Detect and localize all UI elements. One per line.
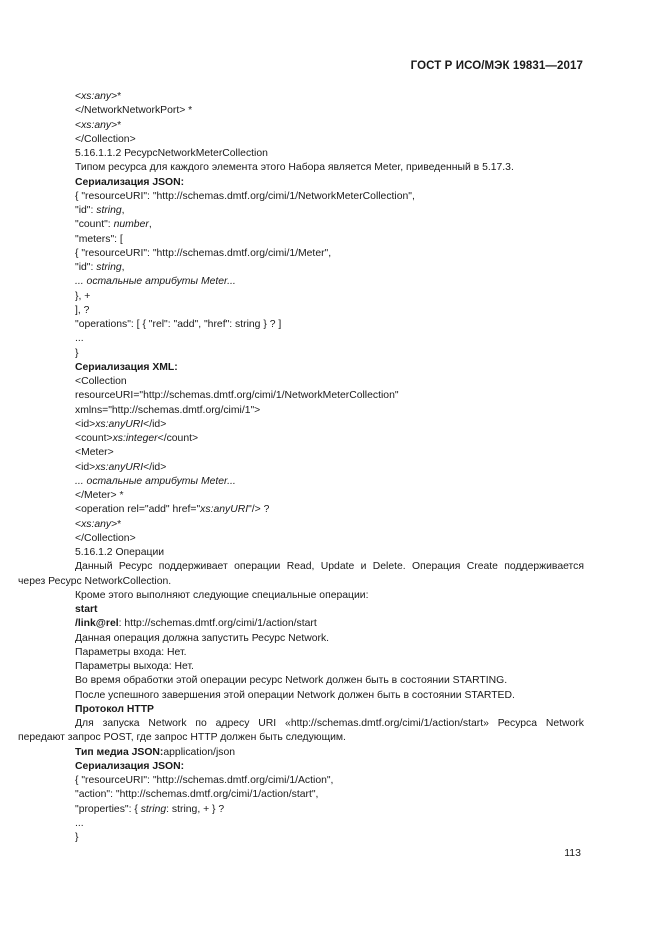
text-segment: >* [111, 119, 122, 131]
text-line [18, 218, 584, 232]
text-segment: ... [75, 333, 84, 345]
text-line [18, 831, 584, 845]
text-line [18, 803, 584, 817]
text-segment: Протокол HTTP [75, 703, 154, 715]
text-line [18, 689, 584, 703]
text-line [18, 532, 584, 546]
text-segment: >* [111, 518, 122, 530]
text-segment: string [96, 205, 122, 216]
text-segment: <id> [75, 418, 96, 430]
text-segment: <count> [75, 433, 113, 444]
text-line [18, 646, 584, 660]
text-segment: <id> [75, 461, 96, 473]
text-line [18, 304, 584, 318]
text-line [18, 475, 584, 489]
text-line [18, 389, 584, 403]
text-segment: Типом ресурса для каждого элемента этого Набора является Meter, приведенный в 5.17.3. [75, 162, 514, 174]
text-segment: Сериализация XML: [75, 361, 178, 373]
text-segment: : string, + } ? [166, 803, 225, 815]
text-segment: 5.16.1.2 Операции [75, 547, 165, 558]
text-segment: start [75, 604, 98, 615]
text-line [18, 760, 584, 774]
text-line [18, 632, 584, 646]
text-segment: "operations": [ { "rel": "add", "href": string } ? ] [75, 319, 282, 330]
text-segment: }, + [75, 290, 91, 302]
text-line [18, 133, 584, 147]
text-segment: ... остальные атрибуты Meter... [75, 276, 236, 288]
text-segment: xmlns="http://schemas.dmtf.org/cimi/1"> [75, 404, 261, 416]
text-line [18, 90, 584, 104]
text-segment: } [75, 832, 79, 843]
text-segment: xs:any [81, 119, 112, 131]
text-segment: xs:anyURI [200, 504, 249, 516]
text-segment: "id": [75, 262, 97, 273]
text-segment: Данная операция должна запустить Ресурс Network. [75, 632, 330, 644]
text-line [18, 233, 584, 247]
text-line [18, 617, 584, 631]
text-segment: < [75, 91, 82, 102]
text-line [18, 404, 584, 418]
text-line [18, 361, 584, 375]
text-line [18, 190, 584, 204]
page-number: 113 [564, 847, 581, 859]
text-segment: через Ресурс NetworkCollection. [18, 575, 172, 587]
text-segment: string [96, 262, 122, 273]
text-segment: </Collection> [75, 532, 136, 544]
text-line [18, 161, 584, 175]
text-segment: "id": [75, 205, 97, 216]
text-segment: { "resourceURI": "http://schemas.dmtf.org/cimi/1/Meter", [75, 247, 332, 259]
text-segment: xs:any [81, 518, 112, 530]
text-segment: xs:anyURI [95, 461, 144, 473]
text-line [18, 560, 584, 574]
text-line [18, 204, 584, 218]
text-line [18, 104, 584, 118]
text-line [18, 489, 584, 503]
text-line [18, 674, 584, 688]
text-segment: >* [111, 91, 122, 102]
text-segment: { "resourceURI": "http://schemas.dmtf.org/cimi/1/Action", [75, 775, 334, 786]
text-line [18, 446, 584, 460]
text-line [18, 589, 584, 603]
text-segment: <operation rel="add" href=" [75, 504, 201, 516]
text-segment: "count": [75, 219, 114, 231]
text-segment: </Collection> [75, 133, 136, 145]
text-line [18, 318, 584, 332]
text-line [18, 717, 584, 731]
text-segment: </count> [157, 433, 199, 444]
text-line [18, 432, 584, 446]
text-segment: <Collection [75, 376, 127, 387]
text-segment: xs:integer [112, 433, 158, 444]
text-line [18, 575, 584, 589]
text-line [18, 261, 584, 275]
text-segment: { "resourceURI": "http://schemas.dmtf.org/cimi/1/NetworkMeterCollection", [75, 190, 415, 202]
text-line [18, 746, 584, 760]
text-segment: < [75, 518, 82, 530]
text-segment: Тип медиа JSON: [75, 746, 164, 758]
text-line [18, 461, 584, 475]
text-segment: Данный Ресурс поддерживает операции Read, Update и Delete. Операция Create поддерживается [75, 561, 584, 573]
text-segment: Параметры выхода: Нет. [75, 661, 194, 672]
text-segment: xs:anyURI [95, 418, 144, 430]
text-line [18, 176, 584, 190]
text-segment: ... остальные атрибуты Meter... [75, 475, 236, 487]
text-segment: </id> [143, 461, 167, 473]
text-segment: <Meter> [75, 447, 114, 459]
text-segment: </Meter> * [75, 490, 124, 501]
text-segment: Сериализация JSON: [75, 760, 185, 772]
text-line [18, 546, 584, 560]
text-line [18, 503, 584, 517]
text-segment: </NetworkNetworkPort> * [75, 105, 193, 117]
text-segment: resourceURI="http://schemas.dmtf.org/cimi/1/NetworkMeterCollection" [75, 390, 399, 402]
text-segment: < [75, 119, 82, 131]
text-segment: string [140, 803, 167, 815]
text-segment: Для запуска Network по адресу URI «http://schemas.dmtf.org/cimi/1/action/start» Ресурса Network [75, 718, 584, 729]
document-body [18, 90, 584, 845]
text-line [18, 817, 584, 831]
text-segment: : http://schemas.dmtf.org/cimi/1/action/start [118, 618, 317, 630]
text-segment: </id> [143, 418, 167, 430]
text-segment: "properties": { [75, 803, 141, 815]
text-segment: Сериализация JSON: [75, 176, 185, 188]
text-segment: 5.16.1.1.2 РесурсNetworkMeterCollection [75, 148, 268, 159]
text-segment: , [121, 262, 125, 273]
text-line [18, 703, 584, 717]
text-line [18, 375, 584, 389]
text-segment: /link@rel [75, 618, 119, 630]
text-segment: } [75, 347, 79, 359]
text-segment: , [121, 205, 125, 216]
text-line [18, 275, 584, 289]
text-segment: Параметры входа: Нет. [75, 646, 187, 658]
text-line [18, 731, 584, 745]
text-segment: Во время обработки этой операции ресурс Network должен быть в состоянии STARTING. [75, 675, 508, 687]
text-line [18, 290, 584, 304]
text-line [18, 119, 584, 133]
text-segment: передают запрос POST, где запрос HTTP должен быть следующим. [18, 732, 346, 744]
text-segment: number [113, 219, 149, 231]
text-segment: ], ? [75, 304, 90, 316]
text-line [18, 418, 584, 432]
text-line [18, 347, 584, 361]
standard-header: ГОСТ Р ИСО/МЭК 19831—2017 [410, 60, 583, 72]
text-line [18, 788, 584, 802]
text-line [18, 603, 584, 617]
text-segment: "/> ? [248, 504, 270, 516]
text-segment: "meters": [ [75, 233, 123, 245]
text-segment: "action": "http://schemas.dmtf.org/cimi/1/action/start", [75, 789, 319, 801]
text-segment: xs:any [81, 91, 112, 102]
text-line [18, 518, 584, 532]
text-segment: Кроме этого выполняют следующие специальные операции: [75, 589, 369, 601]
text-line [18, 660, 584, 674]
text-segment: application/json [163, 746, 236, 758]
text-segment: , [148, 219, 152, 231]
text-segment: ... [75, 817, 84, 829]
text-line [18, 332, 584, 346]
text-line [18, 774, 584, 788]
text-line [18, 147, 584, 161]
text-segment: После успешного завершения этой операции Network должен быть в состоянии STARTED. [75, 689, 515, 701]
text-line [18, 247, 584, 261]
